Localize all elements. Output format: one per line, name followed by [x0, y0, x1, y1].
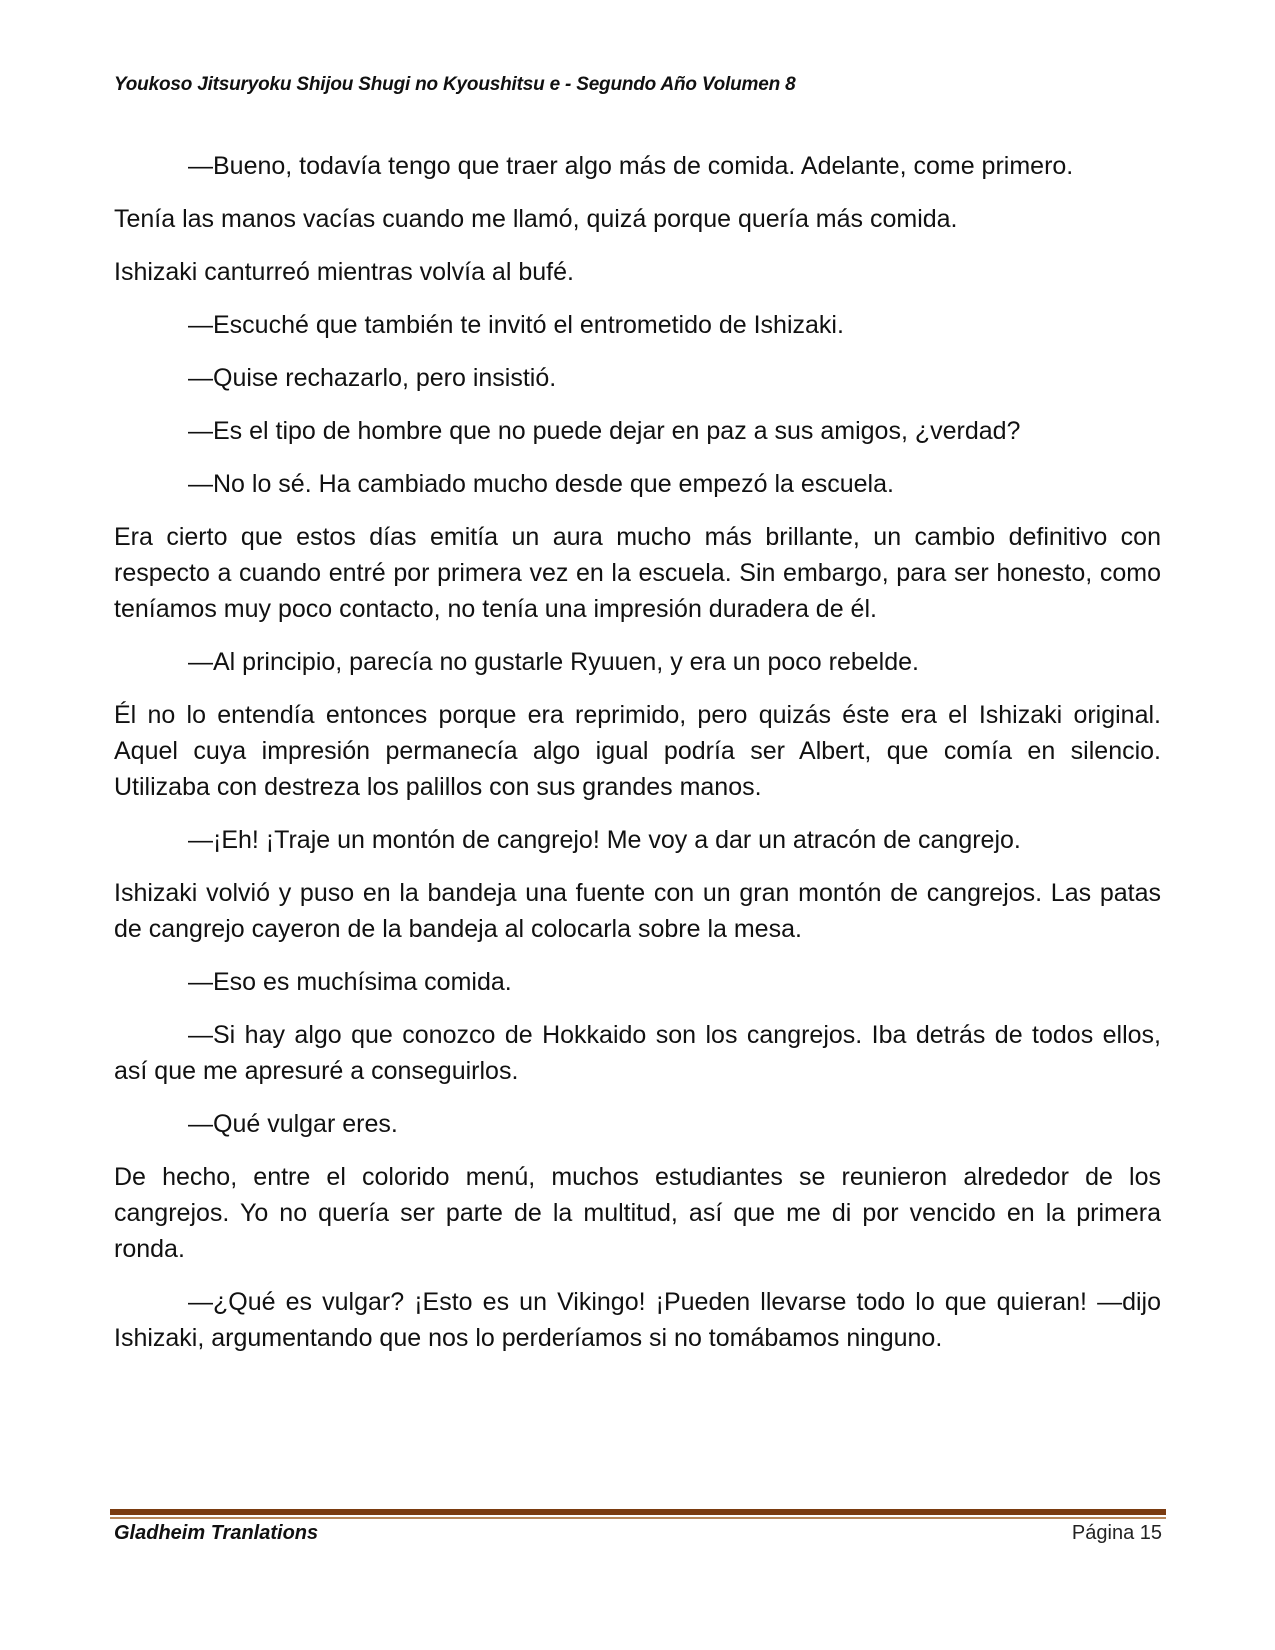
page-number: Página 15	[1071, 1522, 1162, 1544]
paragraph: —¡Eh! ¡Traje un montón de cangrejo! Me voy a dar un atracón de cangrejo.	[188, 826, 1021, 854]
paragraph: —¿Qué es vulgar? ¡Esto es un Vikingo! ¡Pueden llevarse todo lo que quieran! —dijo Ishizaki, argumentando que nos lo perderíamos si no tomábamos ninguno.	[114, 1288, 1161, 1352]
footer-rule	[110, 1509, 1166, 1515]
paragraph: —Escuché que también te invitó el entrometido de Ishizaki.	[188, 311, 844, 339]
paragraph: Era cierto que estos días emitía un aura mucho más brillante, un cambio definitivo con respecto a cuando entré por primera vez en la escuela. Sin embargo, para ser honesto, como teníamos muy poco contacto, no tenía una impresión duradera de él.	[114, 523, 1161, 623]
page-body	[114, 148, 1161, 1373]
paragraph: —Al principio, parecía no gustarle Ryuuen, y era un poco rebelde.	[188, 648, 919, 676]
footer-rule-thin	[110, 1517, 1166, 1519]
paragraph: —Es el tipo de hombre que no puede dejar en paz a sus amigos, ¿verdad?	[188, 417, 1021, 445]
paragraph: —Eso es muchísima comida.	[188, 968, 512, 996]
paragraph: —Si hay algo que conozco de Hokkaido son los cangrejos. Iba detrás de todos ellos, así que me apresuré a conseguirlos.	[114, 1021, 1161, 1085]
footer-credit: Gladheim Tranlations	[114, 1522, 319, 1544]
paragraph: —Quise rechazarlo, pero insistió.	[188, 364, 557, 392]
paragraph: —Qué vulgar eres.	[188, 1110, 398, 1138]
running-header: Youkoso Jitsuryoku Shijou Shugi no Kyoushitsu e - Segundo Año Volumen 8	[114, 74, 796, 95]
paragraph: Él no lo entendía entonces porque era reprimido, pero quizás éste era el Ishizaki original. Aquel cuya impresión permanecía algo igual podría ser Albert, que comía en silencio. Utilizaba con destreza los palillos con sus grandes manos.	[114, 701, 1161, 801]
paragraph: Ishizaki volvió y puso en la bandeja una fuente con un gran montón de cangrejos. Las patas de cangrejo cayeron de la bandeja al colocarla sobre la mesa.	[114, 879, 1161, 943]
paragraph: Tenía las manos vacías cuando me llamó, quizá porque quería más comida.	[114, 205, 958, 233]
paragraph: Ishizaki canturreó mientras volvía al bufé.	[114, 258, 574, 286]
paragraph: —Bueno, todavía tengo que traer algo más de comida. Adelante, come primero.	[188, 152, 1074, 180]
paragraph: De hecho, entre el colorido menú, muchos estudiantes se reunieron alrededor de los cangrejos. Yo no quería ser parte de la multitud, así que me di por vencido en la primera ronda.	[114, 1163, 1161, 1263]
paragraph: —No lo sé. Ha cambiado mucho desde que empezó la escuela.	[188, 470, 894, 498]
